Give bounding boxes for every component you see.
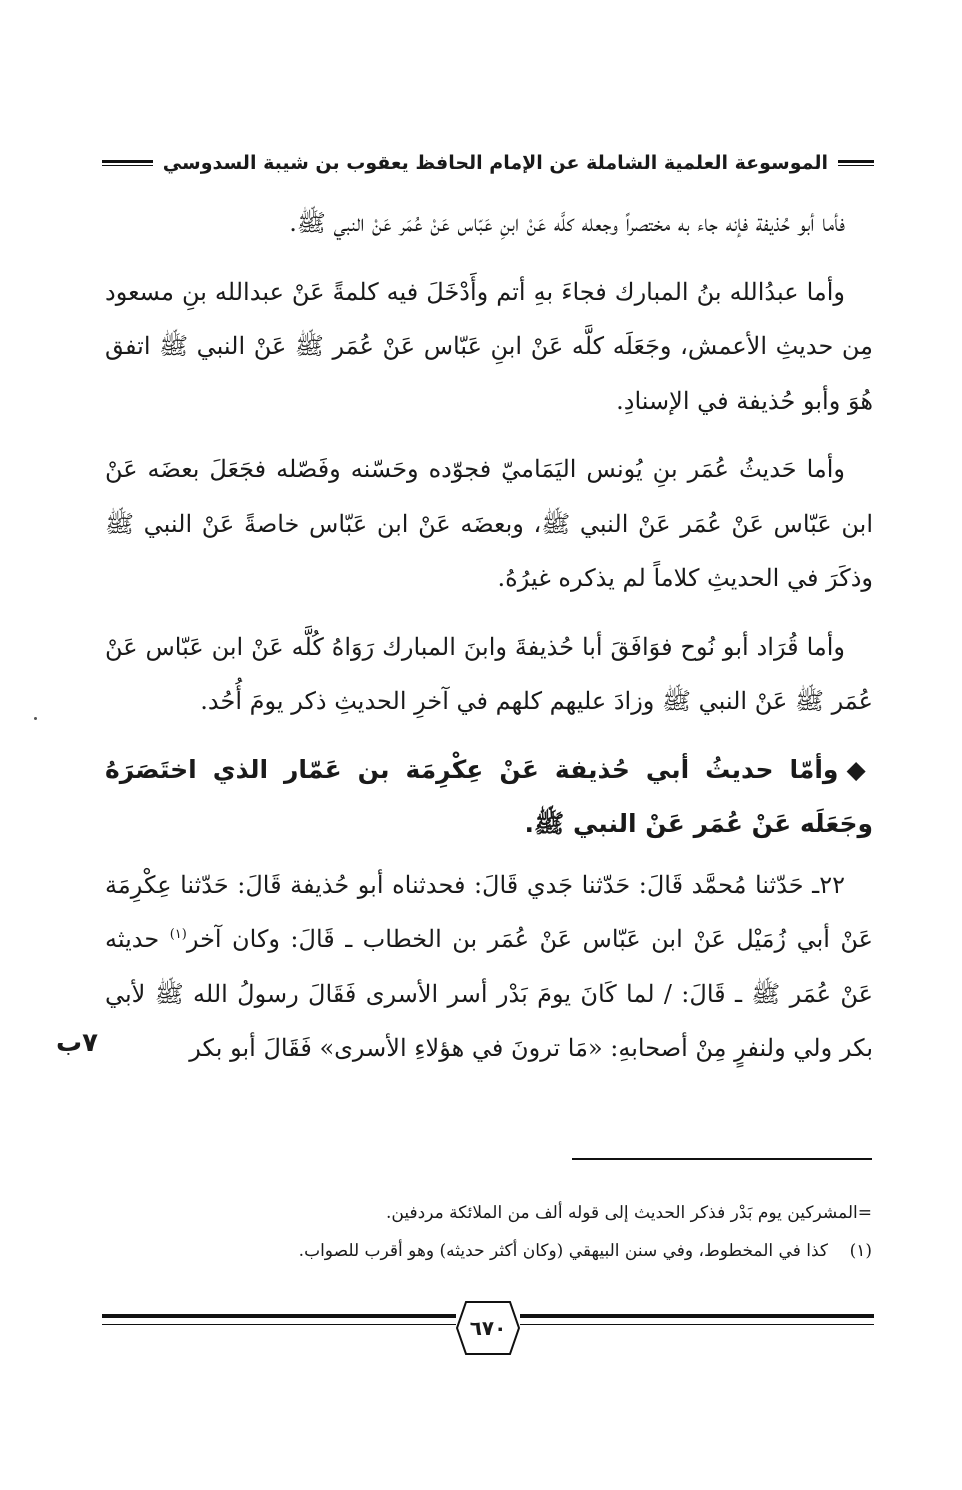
section-heading [105,743,873,852]
footnotes [200,1194,872,1270]
hadith-text-continued: حديثه عَنْ عُمَر ﷺ ـ قَالَ: / لما كَانَ يومَ بَدْر أسر الأسرى فَقَالَ رسولُ الله ﷺ لأبي بكر ولي ولنفرٍ مِنْ أصحابهِ: «مَا ترونَ في هؤلاءِ الأسرى» فَقَالَ أبو بكر [105,925,873,1062]
footnote-text: كذا في المخطوط، وفي سنن البيهقي (وكان أكثر حديثه) وهو أقرب للصواب. [298,1241,828,1261]
header-title: الموسوعة العلمية الشاملة عن الإمام الحافظ يعقوب بن شيبة السدوسي [162,152,828,174]
footnote-separator [572,1158,872,1160]
page-footer [102,1296,874,1360]
page-number: ٦٧٠ [469,1316,507,1340]
footnote-ref: (١) [169,927,187,942]
header-rule-right [838,160,874,166]
main-text [105,196,873,1090]
running-header [102,148,874,178]
diamond-icon: ◆ [846,754,873,784]
paragraph: وأما قُرَاد أبو نُوح فوَافَقَ أبا حُذيفةَ وابنَ المبارك رَوَاهُ كُلَّه عَنْ ابن عَبّاس عَنْ عُمَر ﷺ عَنْ النبي ﷺ وزادَ عليهم كلهم في آخرِ الحديثِ ذكر يومَ أُحُد. [105,632,873,715]
footnote-item [200,1232,872,1270]
paragraph: فأما أبو حُذيفة فإنه جاء به مختصراً وجعله كلَّه عَنْ ابنِ عَبّاس عَنْ عُمَر عَنْ النبي ﷺ. [289,209,845,237]
manuscript-folio-marker: ٧ب [56,1028,99,1058]
page-number-badge [456,1300,520,1356]
hadith-paragraph [105,858,873,1076]
header-rule-left [102,160,153,166]
paragraph: وأما عبدُالله بنُ المبارك فجاءَ بهِ أتم وأَدْخَلَ فيه كلمةً عَنْ عبدالله بنِ مسعود مِن حديثِ الأعمش، وجَعَلَه كلَّه عَنْ ابنِ عَبّاس عَنْ عُمَر ﷺ عَنْ النبي ﷺ اتفق هُوَ وأبو حُذيفة في الإسنادِ. [105,277,873,415]
paragraph: وأما حَديثُ عُمَر بنِ يُونس اليَمَاميّ فجوّده وحَسّنه وفَصّله فجَعَلَ بعضَه عَنْ ابن عَبّاس عَنْ عُمَر عَنْ النبي ﷺ، وبعضَه عَنْ ابن عَبّاس خاصةً عَنْ النبي ﷺ وذكَرَ في الحديثِ كلاماً لم يذكره غيرُهُ. [105,455,873,592]
section-heading-text: وأمّا حديثُ أبي حُذيفة عَنْ عِكْرِمَة بن عَمّار الذي اختَصَرَهُ وجَعَلَه عَنْ عُمَر عَنْ النبي ﷺ. [105,754,873,838]
scan-speck [34,717,37,720]
footnote-number: (١) [849,1241,872,1261]
footnote-continuation: =المشركين يوم بَدْر فذكر الحديث إلى قوله ألف من الملائكة مردفين. [386,1203,872,1223]
hadith-text: ٢٢ـ حَدّثنا مُحمَّد قَالَ: حَدّثنا جَدي قَالَ: فحدثناه أبو حُذيفة قَالَ: حَدّثنا عِكْرِمَة عَنْ أبي زُمَيْل عَنْ ابن عَبّاس عَنْ عُمَر بن الخطاب ـ قَالَ: وكان آخر [105,870,873,953]
